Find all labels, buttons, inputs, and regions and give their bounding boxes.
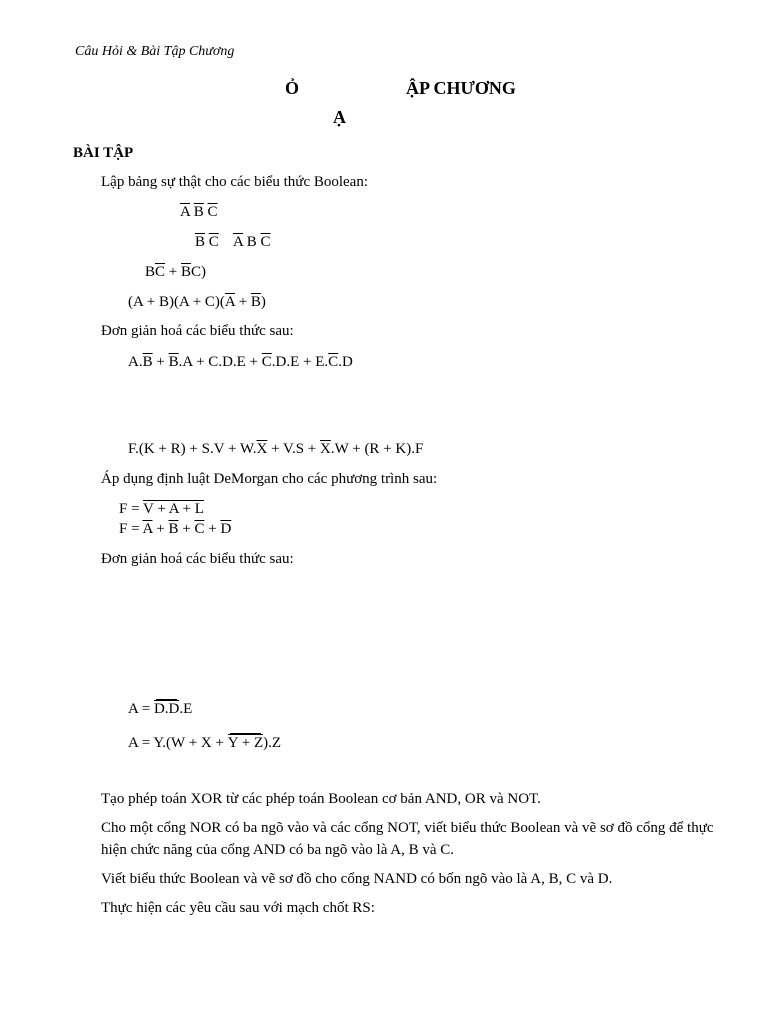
term: $\overline{C}$ [328, 354, 339, 370]
term: B [145, 264, 156, 280]
term: $\overline{A}$ [224, 294, 235, 310]
term: .D.E + E. [271, 354, 329, 370]
page-title-line2: Ạ [333, 107, 346, 127]
term: $\overline{A}$ [180, 204, 191, 220]
term: F = [119, 501, 144, 517]
term: + [165, 264, 181, 280]
q2-expression-1 [128, 355, 353, 370]
q1-expression-4 [128, 295, 266, 310]
q7-text: Viết biểu thức Boolean và vẽ sơ đồ cho cổng NAND có bốn ngõ vào là A, B, C và D. [101, 871, 613, 887]
term: $\overline{B}$ [168, 354, 179, 370]
term: $\overline{B}$ [181, 264, 192, 280]
term: $\overline{X}$ [320, 441, 331, 457]
term: .D [338, 354, 353, 370]
q3-text: Áp dụng định luật DeMorgan cho các phương trình sau: [101, 471, 438, 487]
term: ) [260, 294, 266, 310]
term: .W + (R + K).F [330, 441, 424, 457]
q2-expression-2 [128, 442, 423, 457]
term: ).Z [263, 735, 282, 751]
term: $\overline{A}$ [232, 234, 243, 250]
section-heading: BÀI TẬP [73, 145, 134, 161]
term: $\overline{C}$ [208, 234, 219, 250]
term: F = [119, 521, 143, 537]
term: .A + C.D.E + [178, 354, 262, 370]
term: $\overline{B}$ [195, 234, 206, 250]
term: $\overline{X}$ [256, 441, 268, 457]
term: $\overline{B}$ [168, 521, 179, 537]
running-header: Câu Hỏi & Bài Tập Chương [75, 44, 235, 59]
term: F.(K + R) + S.V + W. [128, 441, 257, 457]
page-title-line1-right: ẬP CHƯƠNG [406, 78, 516, 98]
term: C) [191, 264, 207, 280]
term: $\overline{C}$ [207, 204, 218, 220]
term: $\overline{C}$ [155, 264, 166, 280]
term: + [204, 521, 221, 537]
term: $\overline{C}$ [194, 521, 205, 537]
term: D.D [153, 701, 180, 717]
term: $\overline{C}$ [261, 354, 272, 370]
term: V + A + L [143, 501, 204, 517]
term: A = Y.(W + X + [128, 735, 228, 751]
term: .E [179, 701, 193, 717]
term: B [246, 234, 257, 250]
q3-expression-1 [119, 502, 204, 517]
q8-text: Thực hiện các yêu cầu sau với mạch chốt RS: [101, 900, 375, 916]
term: $\overline{B}$ [193, 204, 204, 220]
term: + [152, 354, 169, 370]
term: A = [128, 701, 154, 717]
term: Y + Z [227, 735, 264, 751]
term: $\overline{A}$ [142, 521, 153, 537]
q1-expression-3 [145, 265, 206, 280]
q1-expression-2 [195, 235, 271, 250]
q6-text: Cho một cổng NOR có ba ngõ vào và các cổng NOT, viết biểu thức Boolean và vẽ sơ đồ cổng để thực hiện chức năng của cổng AND có ba ngõ vào là A, B và C. [101, 820, 714, 858]
q2-text: Đơn giản hoá các biểu thức sau: [101, 323, 294, 339]
term: + [152, 521, 169, 537]
term: + [178, 521, 195, 537]
q3-expression-2 [119, 522, 231, 537]
term: $\overline{C}$ [260, 234, 271, 250]
q4-text: Đơn giản hoá các biểu thức sau: [101, 551, 294, 567]
term: $\overline{B}$ [142, 354, 153, 370]
q4-expression-1 [128, 700, 192, 717]
q4-expression-2 [128, 734, 281, 751]
term: + V.S + [267, 441, 320, 457]
term: + [234, 294, 251, 310]
q1-expression-1 [180, 205, 218, 220]
term: $\overline{B}$ [250, 294, 261, 310]
q1-text: Lập bảng sự thật cho các biểu thức Boolean: [101, 174, 369, 190]
q5-text: Tạo phép toán XOR từ các phép toán Boolean cơ bản AND, OR và NOT. [101, 791, 541, 807]
term: A. [128, 354, 143, 370]
term: $\overline{D}$ [220, 521, 232, 537]
term: (A + B)(A + C)( [128, 294, 225, 310]
page-title-line1-left: Ỏ [285, 78, 300, 98]
